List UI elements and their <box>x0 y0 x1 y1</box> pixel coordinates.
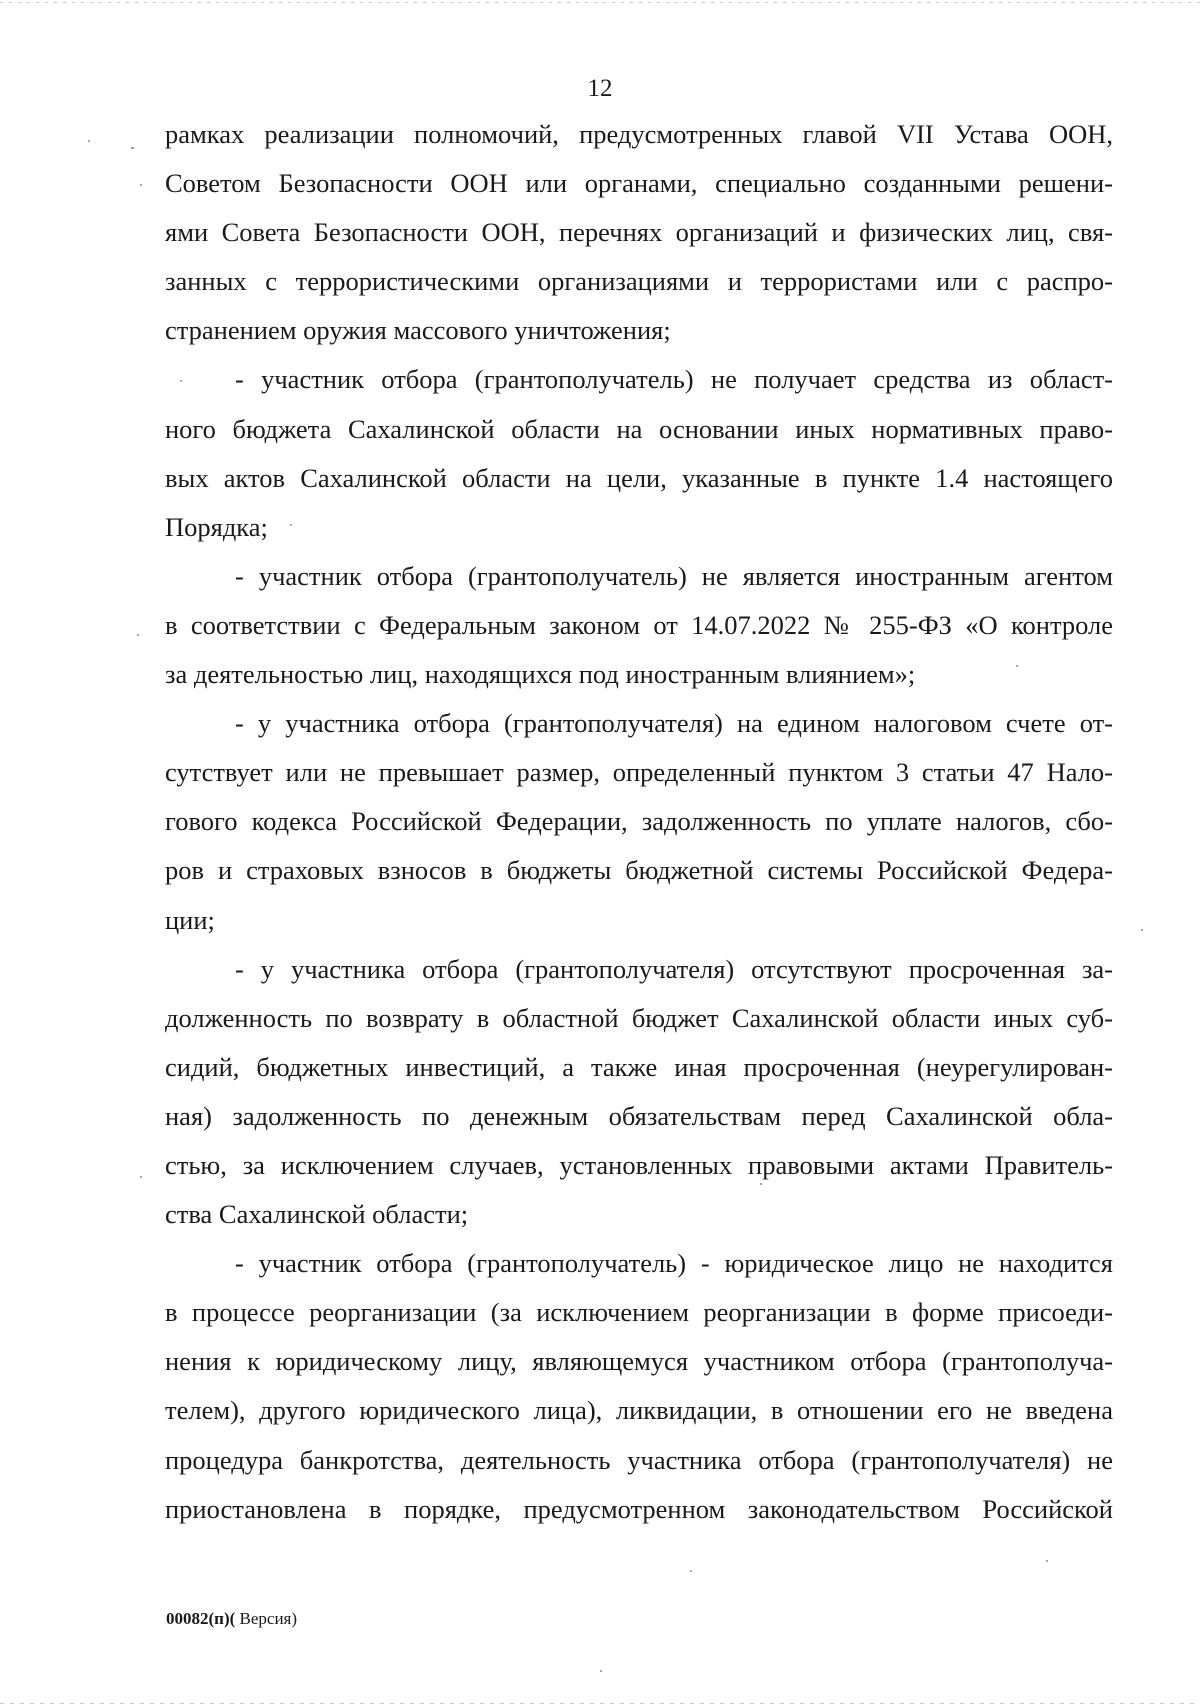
scan-speck <box>88 140 90 142</box>
scan-speck <box>1046 1560 1048 1562</box>
text-line: ров и страховых взносов в бюджеты бюджетной системы Российской Федера- <box>165 855 1113 886</box>
scan-speck <box>760 1183 762 1185</box>
scan-speck <box>140 184 142 186</box>
text-line: процедура банкротства, деятельность участника отбора (грантополучателя) не <box>165 1444 1113 1475</box>
scan-speck <box>690 1570 692 1572</box>
text-line: в соответствии с Федеральным законом от 14.07.2022 № 255-ФЗ «О контроле <box>165 609 1113 640</box>
text-line: за деятельностью лиц, находящихся под иностранным влиянием»; <box>165 659 916 690</box>
scan-speck <box>290 524 292 526</box>
paragraph <box>165 945 1113 1240</box>
text-line: нения к юридическому лицу, являющемуся участником отбора (грантополуча- <box>165 1346 1113 1377</box>
text-line: Советом Безопасности ООН или органами, специально созданными решени- <box>165 168 1113 199</box>
scan-speck <box>137 634 139 636</box>
page-number: 12 <box>587 75 613 102</box>
text-line: занных с террористическими организациями и террористами или с распро- <box>165 266 1113 297</box>
paragraph <box>165 552 1113 699</box>
text-line: - у участника отбора (грантополучателя) отсутствуют просроченная за- <box>235 953 1113 984</box>
text-line: телем), другого юридического лица), ликвидации, в отношении его не введена <box>165 1395 1113 1426</box>
body-text <box>165 110 1113 1534</box>
scan-edge-bottom <box>0 1703 1200 1704</box>
text-line: долженность по возврату в областной бюджет Сахалинской области иных суб- <box>165 1002 1113 1033</box>
paragraph <box>165 699 1113 944</box>
text-line: ства Сахалинской области; <box>165 1199 469 1230</box>
paragraph <box>165 355 1113 551</box>
text-line: рамках реализации полномочий, предусмотренных главой VII Устава ООН, <box>165 119 1113 149</box>
text-line: вых актов Сахалинской области на цели, указанные в пункте 1.4 настоящего <box>165 462 1113 493</box>
text-line: приостановлена в порядке, предусмотренном законодательством Российской <box>165 1493 1113 1524</box>
text-line: - у участника отбора (грантополучателя) на едином налоговом счете от- <box>235 708 1113 739</box>
text-line: - участник отбора (грантополучатель) - юридическое лицо не находится <box>235 1248 1113 1279</box>
text-line: стью, за исключением случаев, установленных правовыми актами Правитель- <box>165 1149 1113 1180</box>
scan-speck <box>131 147 134 149</box>
text-line: ного бюджета Сахалинской области на основании иных нормативных право- <box>165 413 1113 444</box>
text-line: ции; <box>165 904 215 935</box>
scan-edge-top <box>0 2 1200 3</box>
text-line: - участник отбора (грантополучатель) не получает средства из област- <box>235 364 1113 395</box>
text-line: ями Совета Безопасности ООН, перечнях организаций и физических лиц, свя- <box>165 217 1113 248</box>
document-footer-code <box>166 1608 297 1630</box>
text-line: гового кодекса Российской Федерации, задолженность по уплате налогов, сбо- <box>165 806 1113 837</box>
text-line: странением оружия массового уничтожения; <box>165 315 671 346</box>
text-line: ная) задолженность по денежным обязательствам перед Сахалинской обла- <box>165 1100 1113 1131</box>
text-line: - участник отбора (грантополучатель) не является иностранным агентом <box>235 560 1113 591</box>
document-code: 00082(п)( <box>166 1609 236 1628</box>
text-line: в процессе реорганизации (за исключением реорганизации в форме присоеди- <box>165 1297 1113 1328</box>
paragraph <box>165 1239 1113 1534</box>
text-line: сутствует или не превышает размер, определенный пунктом 3 статьи 47 Нало- <box>165 757 1113 788</box>
paragraph <box>165 110 1113 355</box>
scan-speck <box>1016 665 1018 667</box>
scan-speck <box>600 1670 602 1672</box>
document-version: Версия) <box>235 1609 298 1628</box>
scan-speck <box>180 380 182 382</box>
scan-speck <box>1141 929 1143 931</box>
text-line: Порядка; <box>165 511 268 542</box>
scan-speck <box>140 1176 142 1178</box>
text-line: сидий, бюджетных инвестиций, а также иная просроченная (неурегулирован- <box>165 1051 1113 1082</box>
